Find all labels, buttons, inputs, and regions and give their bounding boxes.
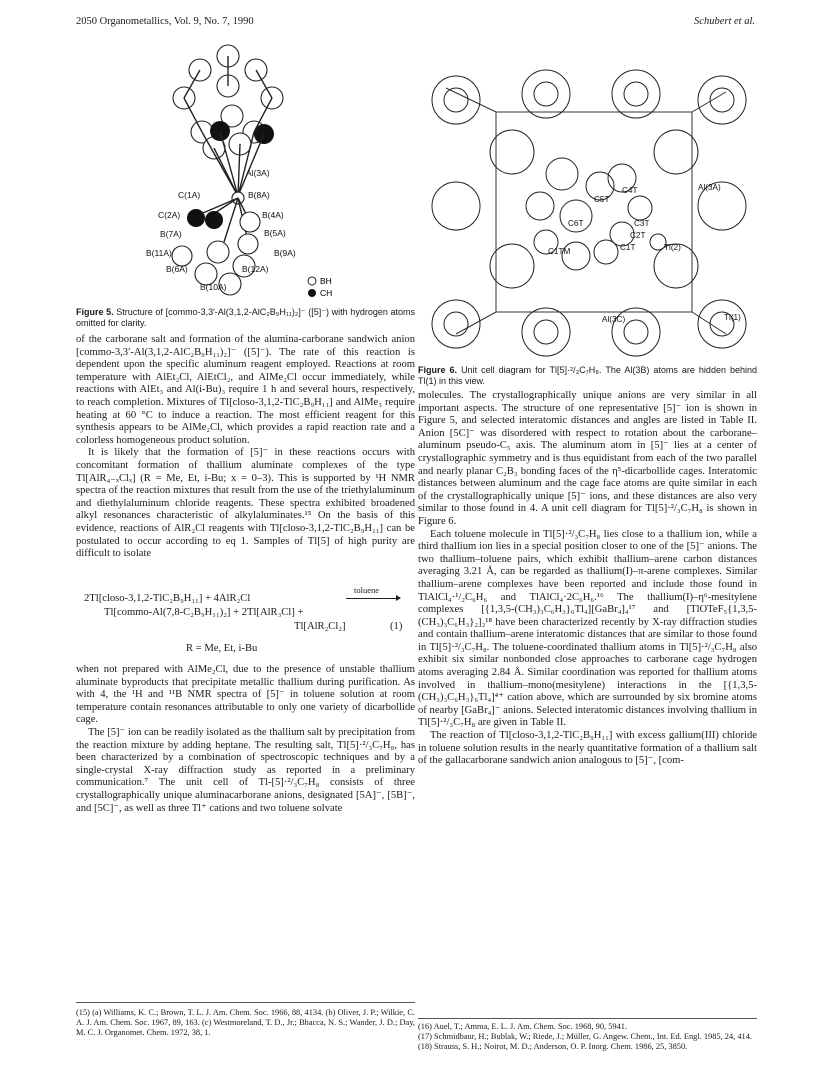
right-paragraph-1: molecules. The crystallographically unique anions are very similar in all important aspects. The structure of one representative [5]⁻ ion is shown in Figure 5, and selected interatomic distances and angles are listed in Table II. Anion [5C]⁻ was disordered with respect to rotation about the carborane–aluminum pseudo-C₅ axis. The aluminum atom in [5]⁻ lies at a center of crystallographic symmetry and is thus equidistant from each of the two parallel and nearly planar C₂B₃ bonding faces of the η⁵-dicarbollide cages. Interatomic distances between aluminum and the cage face atoms are quite similar in each of the crystallographically unique [5]⁻ ions, and these distances are also very similar to those found in 4. A unit cell diagram for Tl[5]·²/₃C₇H₈ is shown in Figure 6. [418, 390, 757, 527]
running-header-left: 2050 Organometallics, Vol. 9, No. 7, 1990 [76, 16, 254, 27]
fig5-legend-ch: CH [320, 288, 333, 298]
equation-arrow-label: toluene [354, 585, 380, 595]
equation-line-2: Tl[commo-Al(7,8-C₂B₉H₁₁)₂] + 2Tl[AlR₃Cl] + [104, 607, 304, 618]
figure-6-drawing [426, 66, 752, 362]
fig5-label-b8a: B(8A) [248, 190, 270, 200]
left-paragraph-2: It is likely that the formation of [5]⁻ in these reactions occurs with concomitant formation of thallium aluminate complexes of the type Tl[AlR₄₋ₓClₓ] (R = Me, Et, i-Bu; x = 0–3). This is supported by ¹H NMR spectra of the reaction mixtures that result from the use of the triethylaluminum and diethylaluminum chloride reagents. These spectra exhibited broadened alkyl resonances characteristic of alkylaluminates.¹⁵ On the basis of this evidence, reactions of AlR₂Cl reagents with Tl[closo-3,1,2-TlC₂B₉H₁₁] can be postulated to occur according to eq 1. Samples of Tl[5] of high purity are difficult to isolate [76, 447, 415, 560]
figure-5-drawing [100, 36, 360, 304]
left-column-text-bottom [76, 664, 415, 815]
footnote-15: (15) (a) Williams, K. C.; Brown, T. L. J. Am. Chem. Soc. 1966, 88, 4134. (b) Oliver, J. P.; Wilkie, C. A. J. Am. Chem. Soc. 1967, 89, 163. (c) Westmoreland, T. D., Jr.; Bhacca, N. S.; Wander, J. D.; Day, M. C. J. Organomet. Chem. 1972, 38, 1. [76, 1008, 415, 1037]
figure-6-caption-head: Figure 6. [418, 365, 458, 375]
left-column-text-top [76, 334, 415, 561]
fig5-legend-bh: BH [320, 276, 332, 286]
footnote-rule-left [76, 1002, 415, 1003]
fig6-label-c5t: C5T [594, 195, 610, 204]
figure-6 [426, 66, 752, 362]
fig5-label-al3a: Al(3A) [246, 168, 270, 178]
footnotes-right [418, 1022, 757, 1052]
footnote-18: (18) Strauss, S. H.; Noirot, M. D.; Anderson, O. P. Inorg. Chem. 1986, 25, 3850. [418, 1042, 688, 1051]
figure-5-caption-head: Figure 5. [76, 307, 114, 317]
right-column-text [418, 390, 757, 768]
right-paragraph-2: Each toluene molecule in Tl[5]·²/₃C₇H₈ lies close to a thallium ion, while a third thallium ion lies in a special position closer to one of the [5]⁻ anions. The two thallium–toluene pairs, which exhibit thallium–arene carbon distances averaging 3.21 Å, can be regarded as thallium(I)–π-arene complexes. Similar thallium–arene complexes have been reported and include those found in TlAlCl₄·¹/₂C₆H₆ and TlAlCl₄·2C₆H₆.¹⁶ The thallium(I)–η⁶-mesitylene complexes [{1,3,5-(CH₃)₃C₆H₃}₆Tl₄][GaBr₄]₄¹⁷ and [TlOTeF₅{1,3,5-(CH₃)₃C₆H₃}₂]₂¹⁸ have been characterized recently by X-ray diffraction studies and contain thallium–arene interatomic distances that are similar to those found in Tl[5]·²/₃C₇H₈. The toluene-coordinated thallium atoms in Tl[5]·²/₃C₇H₈ also exhibit six similar nonbonded close approaches to carborane cage hydrogen atoms averaging 2.84 Å. Similar coordination was reported for thallium atoms involved in thallium–mono(mesitylene) interactions in the [{1,3,5-(CH₃)₃C₆H₃}₆Tl₄]⁴⁺ cation above, which are surrounded by six bromine atoms of nearby [GaBr₄]⁻ anions. Selected interatomic distances involving thallium in Tl[5]·²/₃C₇H₈ are given in Table II. [418, 528, 757, 729]
fig6-label-al3a: Al(3A) [698, 183, 721, 192]
fig6-label-c3t: C3T [634, 219, 650, 228]
fig6-label-c6t: C6T [568, 219, 584, 228]
equation-r-definition: R = Me, Et, i-Bu [186, 643, 258, 654]
equation-1 [84, 585, 414, 660]
reaction-arrow [346, 598, 400, 599]
fig6-label-c1tm: C1TM [548, 247, 571, 256]
footnote-16: (16) Auel, T.; Amma, E. L. J. Am. Chem. Soc. 1968, 90, 5941. [418, 1022, 628, 1031]
right-paragraph-3: The reaction of Tl[closo-3,1,2-TlC₂B₉H₁₁] with excess gallium(III) chloride in toluene solution results in the nearly quantitative formation of a thallium salt of the gallacarborane sandwich anion analogous to [5]⁻, [com- [418, 730, 757, 767]
fig5-label-c2a: C(2A) [158, 210, 181, 220]
running-header-right: Schubert et al. [694, 16, 755, 27]
left-paragraph-4: The [5]⁻ ion can be readily isolated as the thallium salt by precipitation from the reaction mixture by adding heptane. The resulting salt, Tl[5]·²/₃C₇H₈, has been characterized by a combination of spectroscopic techniques and by a single-crystal X-ray diffraction study as reported in a preliminary communication.⁷ The unit cell of Tl-[5]·²/₃C₇H₈ consists of three crystallographically unique aluminacarborane anions, designated [5A]⁻, [5B]⁻, and [5C]⁻, as well as three Tl⁺ cations and two toluene solvate [76, 726, 415, 814]
fig5-label-b5a: B(5A) [264, 228, 286, 238]
fig5-label-b11a: B(11A) [146, 248, 172, 258]
fig5-label-b10a: B(10A) [200, 282, 227, 292]
equation-line-3: Tl[AlR₂Cl₂] [294, 621, 346, 632]
footnote-rule-right [418, 1018, 757, 1019]
reaction-arrow-head [396, 595, 401, 601]
equation-number: (1) [390, 621, 403, 632]
figure-5-caption-text: Structure of [commo-3,3′-Al(3,1,2-AlC₂B₉H₁₁)₂]⁻ ([5]⁻) with hydrogen atoms omitted for clarity. [76, 307, 415, 328]
fig5-label-c1a: C(1A) [178, 190, 201, 200]
footnote-17: (17) Schmidbaur, H.; Bublak, W.; Riede, J.; Müller, G. Angew. Chem., Int. Ed. Engl. 1985, 24, 414. [418, 1032, 752, 1041]
fig5-label-b7a: B(7A) [160, 229, 182, 239]
fig5-label-b9a: B(9A) [274, 248, 296, 258]
fig6-label-c2t: C2T [630, 231, 646, 240]
figure-5 [100, 36, 360, 304]
figure-6-caption-text: Unit cell diagram for Tl[5]·²/₃C₇H₈. The Al(3B) atoms are hidden behind Tl(1) in this view. [418, 365, 757, 386]
fig5-label-b6a: B(6A) [166, 264, 188, 274]
fig6-label-c1t: C1T [620, 243, 636, 252]
fig6-label-tl2: Tl(2) [664, 243, 681, 252]
equation-line-1: 2Tl[closo-3,1,2-TlC₂B₉H₁₁] + 4AlR₂Cl [84, 593, 251, 604]
left-paragraph-1: of the carborane salt and formation of the alumina-carborane sandwich anion [commo-3,3′-Al(3,1,2-AlC₂B₉H₁₁)₂]⁻ ([5]⁻). The rate of this reaction is dependent upon the specific aluminum reagent employed. Reactions at room temperature with AlEt₂Cl, AlEtCl₂, and AlMe₂Cl occur immediately, while reactions with AlEt₃ and Al(i-Bu)₃ require 1 h and several hours, respectively, to reach completion. Mixtures of Tl[closo-3,1,2-TlC₂B₉H₁₁] and AlMe₃ require heating at 60 °C to induce a reaction. The most efficient reagent for this synthesis appears to be AlMe₂Cl, which provides a rapid reaction rate and a colorless homogeneous product solution. [76, 334, 415, 446]
fig6-label-c4t: C4T [622, 186, 638, 195]
footnotes-left [76, 1008, 415, 1038]
fig5-label-b12a: B(12A) [242, 264, 269, 274]
fig6-label-tl1: Tl(1) [724, 313, 741, 322]
left-paragraph-3: when not prepared with AlMe₂Cl, due to the presence of unstable thallium aluminate byproducts that precipitate metallic thallium during purification. As with 4, the ¹H and ¹¹B NMR spectra of [5]⁻ in toluene solution at room temperature contain resonances attributable to only one variety of dicarbollide cage. [76, 664, 415, 726]
fig5-label-b4a: B(4A) [262, 210, 284, 220]
fig6-label-al3c: Al(3C) [602, 315, 626, 324]
figure-6-caption [418, 365, 757, 387]
figure-5-caption [76, 307, 415, 329]
